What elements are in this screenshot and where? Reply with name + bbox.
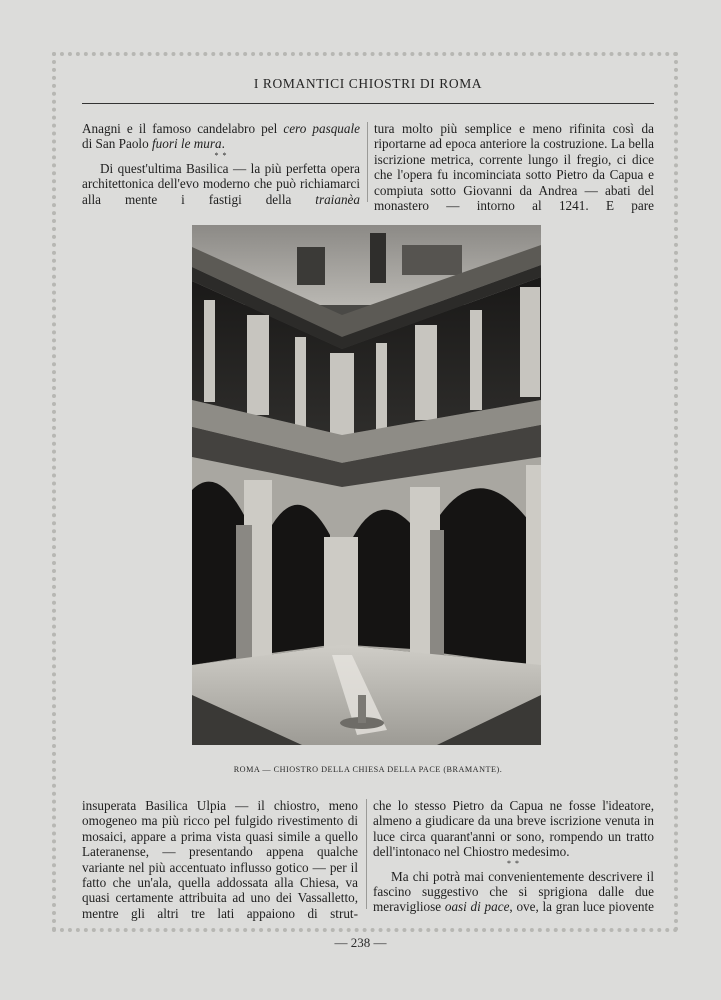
- paragraph: Anagni e il famoso candelabro pel cero pasquale: [82, 121, 360, 136]
- paragraph: tura molto più semplice e meno rifinita così da riportarne ad epoca anteriore la costruzione. La bella iscrizione metrica, corrente lungo il fregio, ci dice che l'opera fu incominciata sotto Pietro da Capua e compiuta sotto Giovanni da Andrea — abati del monastero — intorno al 1241. E pare: [374, 121, 654, 214]
- column-rule: [367, 122, 368, 202]
- top-left-column: [82, 121, 360, 207]
- figure-caption: ROMA — CHIOSTRO DELLA CHIESA DELLA PACE (BRAMANTE).: [233, 765, 503, 774]
- paragraph: Di quest'ultima Basilica — la più perfetta opera architettonica dell'evo moderno che può richiamarci alla mente i fastigi della traianèa: [82, 160, 360, 207]
- section-separator: * *: [214, 150, 228, 160]
- bottom-right-column: [373, 798, 654, 915]
- bottom-left-column: [82, 798, 358, 921]
- paragraph: che lo stesso Pietro da Capua ne fosse l'ideatore, almeno a giudicare da una breve iscrizione venuta in luce circa quarant'anni or sono, rompendo un tratto dell'intonaco nel Chiostro medesimo.: [373, 798, 654, 860]
- paragraph: di San Paolo fuori le mura.: [82, 136, 225, 152]
- paragraph: Ma chi potrà mai convenientemente descrivere il fascino suggestivo che si sprigiona dalle due meravigliose oasi di pace, ove, la gran luce piovente: [373, 868, 654, 915]
- top-right-column: [374, 121, 654, 213]
- cloister-photograph: [192, 225, 541, 745]
- header-rule: [82, 103, 654, 104]
- column-rule: [366, 799, 367, 909]
- running-head: I ROMANTICI CHIOSTRI DI ROMA: [253, 76, 483, 91]
- section-separator: * *: [507, 858, 520, 868]
- paragraph: insuperata Basilica Ulpia — il chiostro, meno omogeneo ma più ricco pel fulgido rivestimento di mosaici, appare a prima vista quasi simile a quello Lateranense, — presentando appena qualche variante nel più accentuato influsso gotico — per il fatto che un'ala, quella addossata alla Chiesa, va quasi certamente attribuita ad uno dei Vassalletto, mentre gli altri tre lati appaiono di strut-: [82, 798, 358, 921]
- page-number: — 238 —: [334, 935, 387, 950]
